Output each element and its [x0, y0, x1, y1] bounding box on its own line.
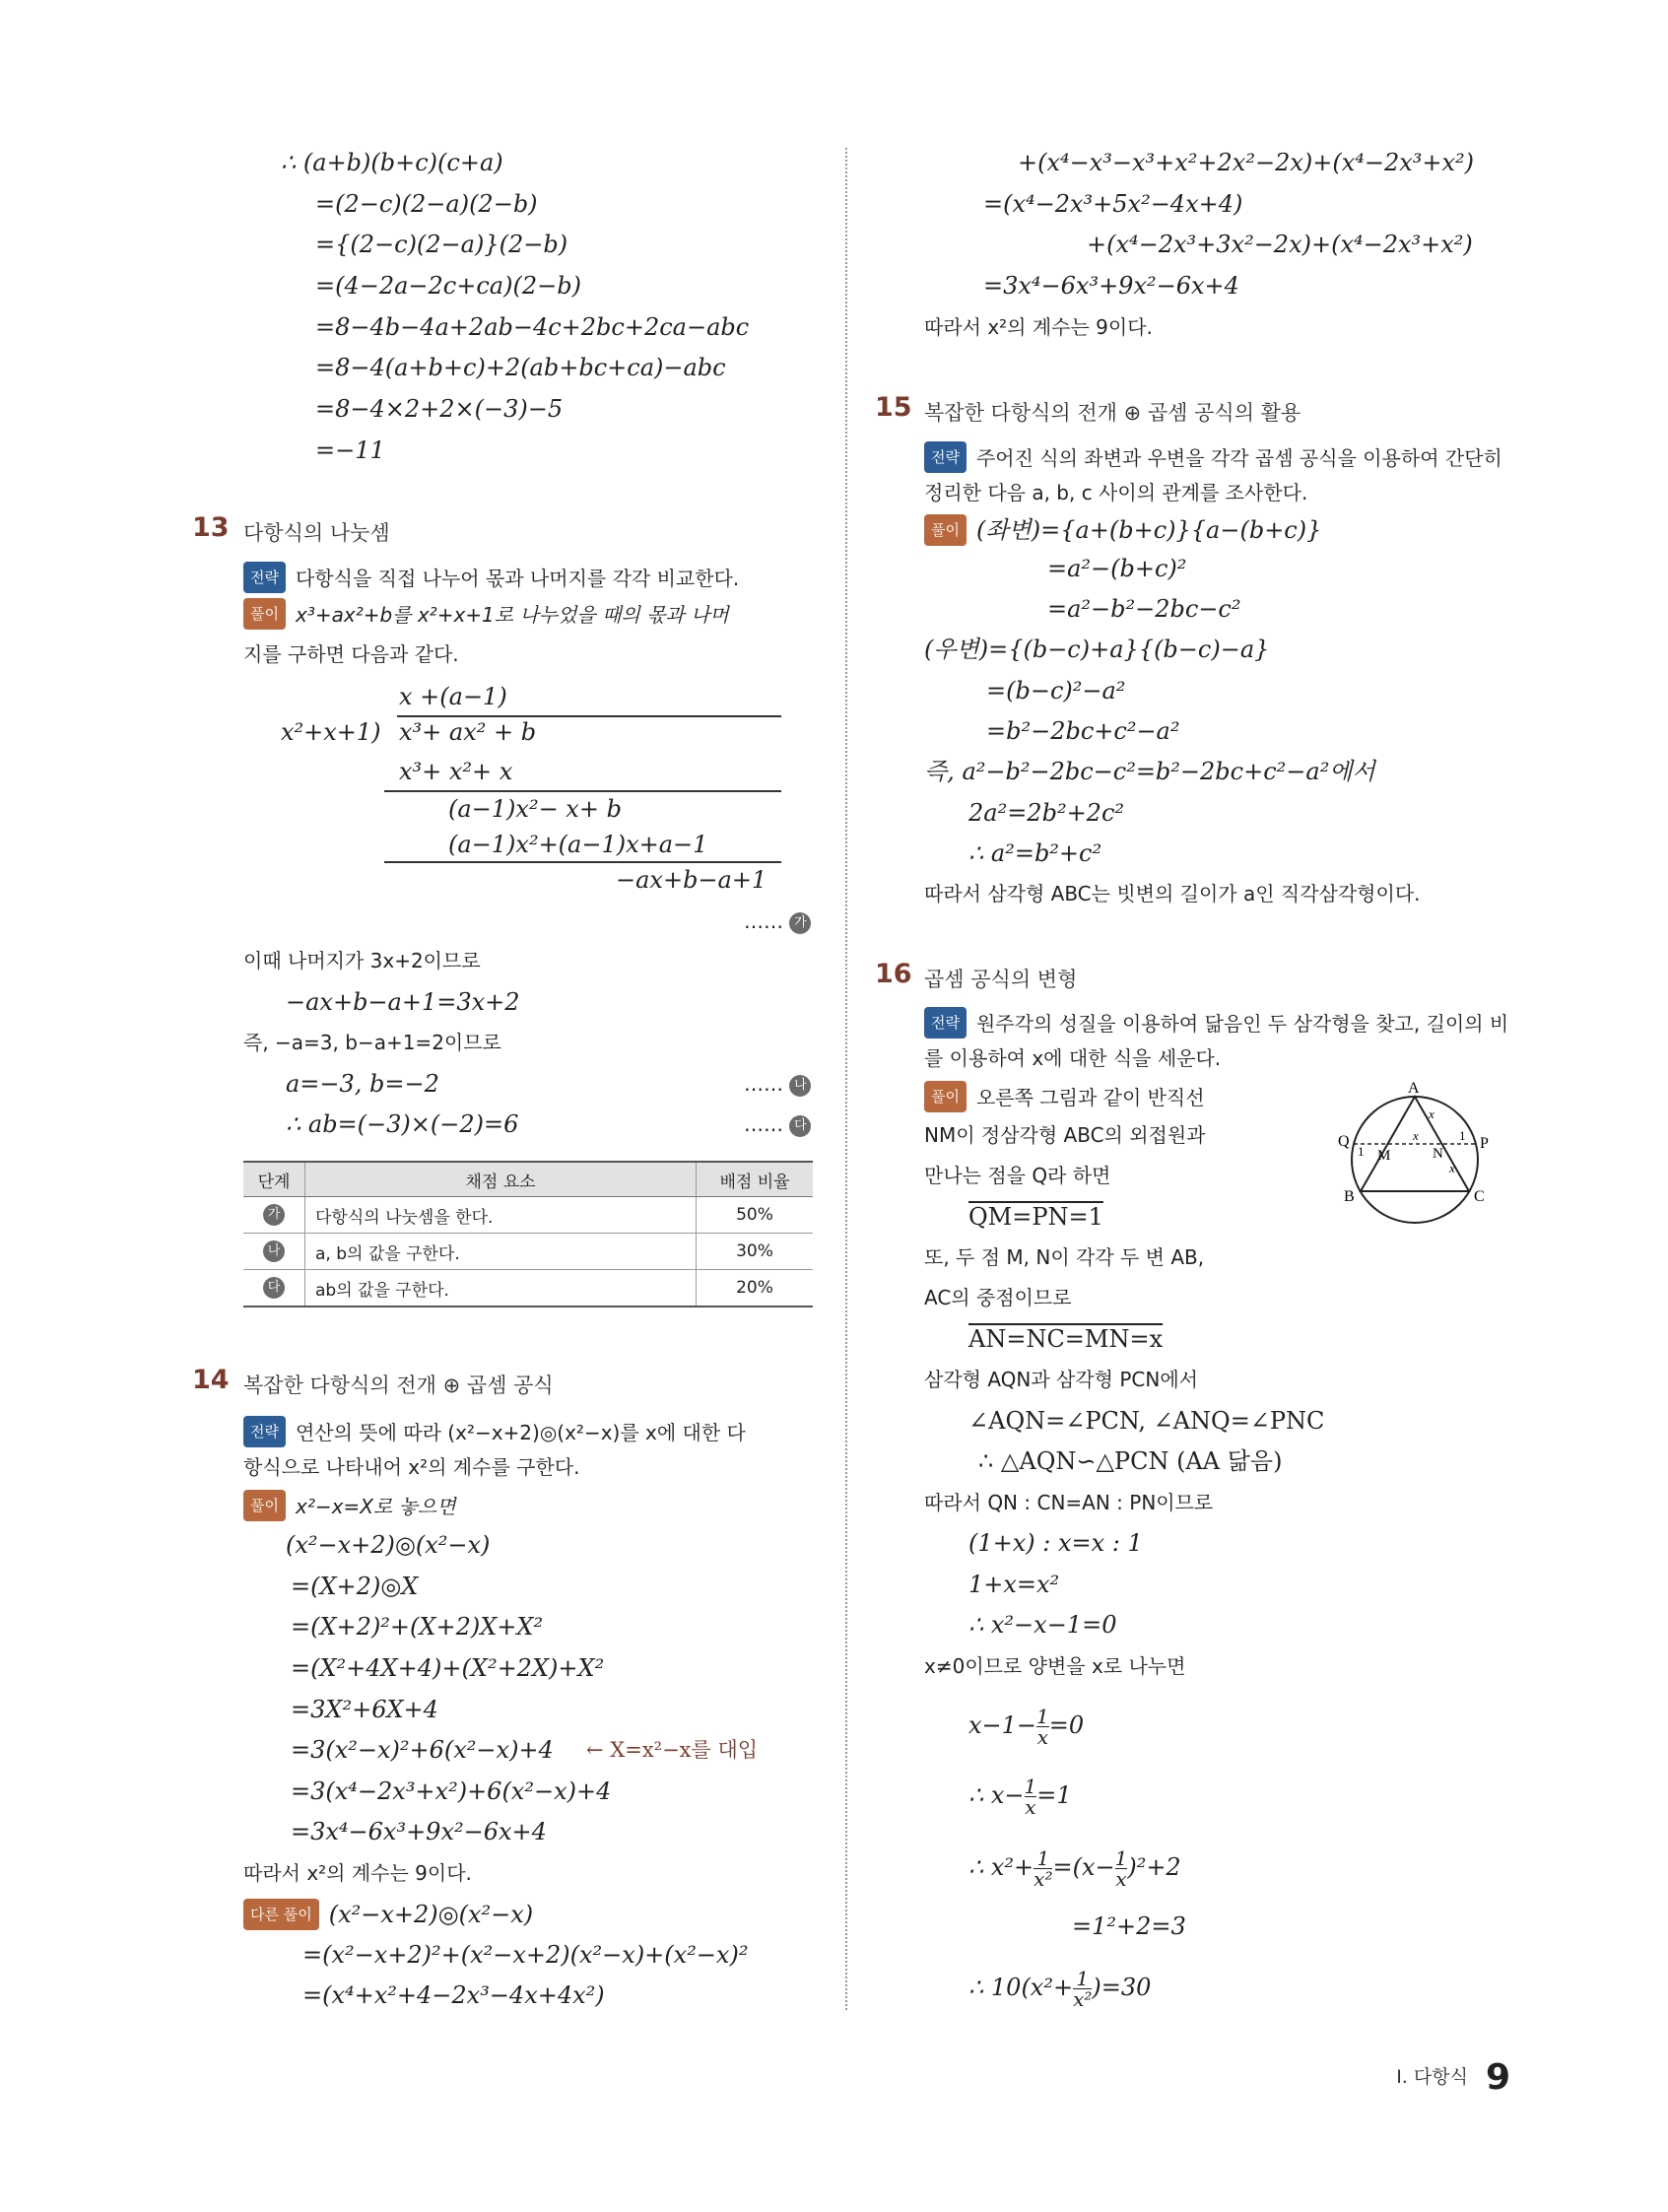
- math-line: =3X²+6X+4: [291, 1696, 438, 1723]
- math-line: =(x²−x+2)²+(x²−x+2)(x²−x)+(x²−x)²: [302, 1941, 749, 1969]
- label-b: B: [1344, 1188, 1355, 1205]
- math-part: ∴ x−: [968, 1781, 1025, 1809]
- solution-text: AC의 중점이므로: [924, 1286, 1072, 1309]
- fraction-numerator: 1: [1036, 1705, 1049, 1728]
- math-line: =a²−b²−2bc−c²: [1047, 595, 1241, 623]
- math-line: ∴ a²=b²+c²: [968, 839, 1102, 867]
- math-line: 1+x=x²: [968, 1571, 1060, 1598]
- math-line: −ax+b−a+1=3x+2: [286, 988, 520, 1016]
- table-cell: 50%: [697, 1197, 814, 1234]
- math-line: a=−3, b=−2: [286, 1070, 439, 1098]
- label-n: N: [1433, 1146, 1443, 1162]
- math-line: +(x⁴−x³−x³+x²+2x²−2x)+(x⁴−2x³+x²): [1018, 149, 1475, 176]
- label-a: A: [1408, 1080, 1420, 1097]
- solution-line: [924, 514, 1321, 546]
- table-header-row: [243, 1162, 813, 1197]
- fraction-denominator: x²: [1073, 1987, 1093, 2011]
- math-line: =(4−2a−2c+ca)(2−b): [315, 272, 581, 300]
- math-line: =8−4b−4a+2ab−4c+2bc+2ca−abc: [315, 313, 750, 341]
- circumcircle: [1352, 1097, 1478, 1223]
- solution-text: 즉, −a=3, b−a+1=2이므로: [243, 1031, 501, 1054]
- strategy-line: [924, 1007, 1508, 1039]
- strategy-line: [243, 1416, 746, 1447]
- math-line: =8−4×2+2×(−3)−5: [315, 395, 564, 423]
- section-title: 곱셈 공식의 변형: [924, 968, 1078, 991]
- division-row: x³+ x²+ x: [399, 758, 513, 785]
- strategy-text: 항식으로 나타내어 x²의 계수를 구한다.: [243, 1455, 580, 1479]
- math-line: [968, 1776, 1072, 1817]
- step-mark: …… 다: [744, 1109, 811, 1139]
- step-mark-ga: 가: [263, 1204, 285, 1226]
- label-p: P: [1480, 1135, 1489, 1152]
- math-part: ∴ x²+: [968, 1853, 1034, 1881]
- step-mark-na: 나: [789, 1075, 811, 1097]
- math-line: =(X+2)²+(X+2)X+X²: [291, 1613, 544, 1641]
- solution-line: [243, 1490, 456, 1521]
- solution-tag: 풀이: [924, 1081, 967, 1112]
- math-line: ∴ x²−x−1=0: [968, 1611, 1117, 1639]
- strategy-text: 주어진 식의 좌변과 우변을 각각 곱셈 공식을 이용하여 간단히: [975, 446, 1502, 470]
- fraction-numerator: 1: [1034, 1848, 1052, 1869]
- fraction-denominator: x: [1036, 1725, 1049, 1749]
- math-line: [968, 1707, 1084, 1747]
- strategy-line: [243, 562, 739, 593]
- fraction-numerator: 1: [1114, 1846, 1128, 1870]
- math-line: =−11: [315, 436, 385, 464]
- section-number: 14: [192, 1365, 230, 1395]
- solution-text: 또, 두 점 M, N이 각각 두 변 AB,: [924, 1245, 1205, 1269]
- math-line: [968, 1848, 1181, 1889]
- table-cell: 30%: [697, 1234, 814, 1270]
- step-mark-da: 다: [789, 1115, 811, 1137]
- table-cell: a, b의 값을 구한다.: [305, 1234, 697, 1270]
- strategy-tag: 전략: [924, 1007, 967, 1039]
- math-line: =3(x²−x)²+6(x²−x)+4: [291, 1736, 554, 1764]
- solution-text: NM이 정삼각형 ABC의 외접원과: [924, 1123, 1206, 1147]
- solution-text: 지를 구하면 다음과 같다.: [243, 642, 459, 666]
- math-line: 2a²=2b²+2c²: [968, 799, 1125, 827]
- math-line: =(x⁴−2x³+5x²−4x+4): [983, 190, 1243, 218]
- conclusion-text: 따라서 x²의 계수는 9이다.: [243, 1861, 472, 1885]
- division-dividend: x³+ ax² + b: [399, 718, 537, 746]
- math-line: [968, 1969, 1151, 2009]
- section-title: 복잡한 다항식의 전개 ⊕ 곱셈 공식: [243, 1374, 554, 1397]
- section-number: 15: [875, 392, 912, 423]
- chapter-label: Ⅰ. 다항식: [1396, 2066, 1468, 2088]
- math-line: =(x⁴+x²+4−2x³−4x+4x²): [302, 1981, 605, 2009]
- solution-text: 이때 나머지가 3x+2이므로: [243, 949, 481, 972]
- label-x: x: [1429, 1106, 1434, 1121]
- math-line: ∠AQN=∠PCN, ∠ANQ=∠PNC: [968, 1407, 1325, 1435]
- solution-text: x²−x=X로 놓으면: [295, 1495, 456, 1518]
- table-cell: ab의 값을 구한다.: [305, 1270, 697, 1307]
- division-remainder: −ax+b−a+1: [616, 866, 767, 894]
- strategy-text: 연산의 뜻에 따라 (x²−x+2)◎(x²−x)를 x에 대한 다: [295, 1421, 746, 1444]
- solution-tag: 풀이: [243, 1490, 286, 1521]
- table-row: [243, 1197, 813, 1234]
- math-line: (x²−x+2)◎(x²−x): [286, 1531, 491, 1559]
- label-one: 1: [1459, 1128, 1466, 1143]
- table-row: [243, 1234, 813, 1270]
- alt-solution-tag: 다른 풀이: [243, 1899, 319, 1930]
- strategy-tag: 전략: [243, 1416, 286, 1447]
- strategy-text: 정리한 다음 a, b, c 사이의 관계를 조사한다.: [924, 481, 1308, 504]
- division-rule: [384, 790, 781, 792]
- solution-text: x≠0이므로 양변을 x로 나누면: [924, 1654, 1186, 1678]
- math-part: ∴ 10(x²+: [968, 1974, 1074, 2001]
- strategy-text: 다항식을 직접 나누어 몫과 나머지를 각각 비교한다.: [295, 567, 740, 590]
- division-quotient: x +(a−1): [399, 683, 507, 710]
- math-line: ∴ △AQN∽△PCN (AA 닮음): [978, 1447, 1283, 1475]
- math-line: =3x⁴−6x³+9x²−6x+4: [291, 1818, 547, 1845]
- label-q: Q: [1338, 1133, 1350, 1150]
- label-m: M: [1377, 1148, 1391, 1164]
- strategy-tag: 전략: [924, 441, 967, 473]
- math-part: =1: [1036, 1781, 1072, 1809]
- math-part: x−1−: [968, 1711, 1037, 1739]
- table-cell: 20%: [697, 1270, 814, 1307]
- label-x: x: [1413, 1128, 1419, 1143]
- step-mark-na: 나: [263, 1240, 285, 1262]
- table-header: 배점 비율: [697, 1162, 814, 1197]
- math-line: ∴ ab=(−3)×(−2)=6: [286, 1110, 519, 1138]
- table-header: 단계: [243, 1162, 305, 1197]
- math-line: =1²+2=3: [1072, 1912, 1186, 1940]
- section-title: 복잡한 다항식의 전개 ⊕ 곱셈 공식의 활용: [924, 401, 1301, 425]
- math-line: ∴ (a+b)(b+c)(c+a): [281, 149, 503, 176]
- solution-text: 오른쪽 그림과 같이 반직선: [975, 1086, 1205, 1109]
- fraction-numerator: 1: [1024, 1775, 1037, 1798]
- math-line: (좌변)={a+(b+c)}{a−(b+c)}: [975, 516, 1322, 544]
- solution-tag: 풀이: [243, 598, 286, 630]
- scoring-table: [243, 1161, 813, 1307]
- page-number: 9: [1485, 2057, 1510, 2098]
- math-line: ={(2−c)(2−a)}(2−b): [315, 231, 568, 258]
- label-c: C: [1474, 1188, 1485, 1205]
- math-line: =(X²+4X+4)+(X²+2X)+X²: [291, 1654, 605, 1682]
- math-line: =3(x⁴−2x³+x²)+6(x²−x)+4: [291, 1777, 612, 1805]
- strategy-tag: 전략: [243, 562, 286, 593]
- math-line: =a²−(b+c)²: [1047, 555, 1187, 582]
- alt-solution-line: [243, 1899, 533, 1930]
- math-line: (우변)={(b−c)+a}{(b−c)−a}: [924, 636, 1270, 663]
- math-line: QM=PN=1: [968, 1203, 1103, 1231]
- page-footer: [1396, 2057, 1510, 2098]
- math-line: =(2−c)(2−a)(2−b): [315, 190, 538, 218]
- math-line: =3x⁴−6x³+9x²−6x+4: [983, 272, 1239, 300]
- math-line: =8−4(a+b+c)+2(ab+bc+ca)−abc: [315, 354, 726, 381]
- division-row: (a−1)x²− x+ b: [448, 795, 622, 823]
- conclusion-text: 따라서 삼각형 ABC는 빗변의 길이가 a인 직각삼각형이다.: [924, 882, 1421, 905]
- math-line: +(x⁴−2x³+3x²−2x)+(x⁴−2x³+x²): [1087, 231, 1473, 258]
- division-row: (a−1)x²+(a−1)x+a−1: [448, 831, 708, 858]
- solution-text: 만나는 점을 Q라 하면: [924, 1164, 1111, 1187]
- strategy-line: [924, 441, 1502, 473]
- solution-line: [924, 1081, 1205, 1112]
- conclusion-text: 따라서 x²의 계수는 9이다.: [924, 315, 1153, 339]
- column-divider: [845, 148, 847, 2010]
- table-row: [243, 1270, 813, 1307]
- strategy-text: 를 이용하여 x에 대한 식을 세운다.: [924, 1046, 1222, 1070]
- section-number: 16: [875, 959, 912, 989]
- solution-tag: 풀이: [924, 514, 967, 546]
- solution-text: 삼각형 AQN과 삼각형 PCN에서: [924, 1368, 1198, 1391]
- math-line: AN=NC=MN=x: [968, 1325, 1164, 1353]
- step-mark-da: 다: [263, 1277, 285, 1299]
- circle-triangle-figure: [1316, 1079, 1513, 1227]
- fraction-denominator: x: [1115, 1867, 1127, 1891]
- math-line: (1+x) : x=x : 1: [968, 1529, 1143, 1557]
- math-part: =0: [1048, 1711, 1085, 1739]
- math-part: )=30: [1092, 1974, 1152, 2001]
- substitution-note: ← X=x²−x를 대입: [586, 1738, 759, 1762]
- math-line: (x²−x+2)◎(x²−x): [328, 1901, 534, 1928]
- strategy-text: 원주각의 성질을 이용하여 닮음인 두 삼각형을 찾고, 길이의 비: [975, 1012, 1509, 1036]
- label-x: x: [1449, 1161, 1455, 1175]
- math-line: =b²−2bc+c²−a²: [986, 717, 1180, 745]
- solution-text: x³+ax²+b를 x²+x+1로 나누었을 때의 몫과 나머: [295, 603, 729, 627]
- solution-line: [243, 598, 729, 630]
- step-mark-ga: 가: [789, 912, 811, 934]
- label-one: 1: [1358, 1144, 1365, 1159]
- fraction-numerator: 1: [1073, 1969, 1092, 1989]
- section-number: 13: [192, 512, 230, 543]
- math-part: )²+2: [1127, 1853, 1181, 1881]
- fraction-denominator: x²: [1034, 1867, 1053, 1891]
- division-rule: [384, 861, 781, 863]
- division-divisor: x²+x+1): [281, 718, 381, 746]
- step-mark: …… 가: [744, 906, 811, 936]
- section-title: 다항식의 나눗셈: [243, 521, 390, 545]
- table-cell: 다항식의 나눗셈을 한다.: [305, 1197, 697, 1234]
- solution-text: 따라서 QN : CN=AN : PN이므로: [924, 1491, 1214, 1514]
- math-line: 즉, a²−b²−2bc−c²=b²−2bc+c²−a²에서: [924, 758, 1375, 785]
- table-header: 채점 요소: [305, 1162, 697, 1197]
- math-part: =(x−: [1052, 1853, 1115, 1881]
- math-line: =(X+2)◎X: [291, 1573, 419, 1600]
- step-mark: …… 나: [744, 1069, 811, 1099]
- fraction-denominator: x: [1025, 1795, 1036, 1819]
- math-line: =(b−c)²−a²: [986, 677, 1126, 704]
